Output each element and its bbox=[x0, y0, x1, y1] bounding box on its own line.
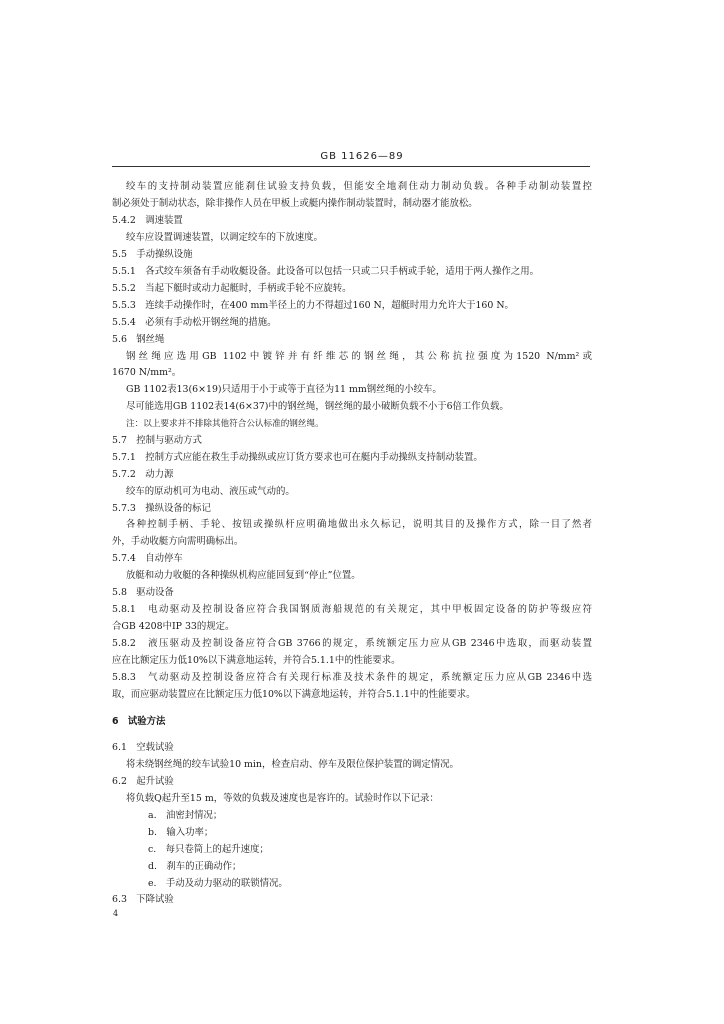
text-line: 绞车应设置调速装置，以调定绞车的下放速度。 bbox=[126, 232, 323, 243]
list-item: b. 输入功率； bbox=[148, 827, 214, 838]
text-line: 5.8.1 电动驱动及控制设备应符合我国钢质海船规范的有关规定，其中甲板固定设备的防护等级应符 bbox=[112, 604, 592, 615]
section-heading: 6.1 空载试验 bbox=[112, 742, 174, 753]
text-line: 各种控制手柄、手轮、按钮或操纵杆应明确地做出永久标记，说明其目的及操作方式，除一目了然者 bbox=[126, 519, 592, 530]
section-heading: 6.3 下降试验 bbox=[112, 894, 174, 905]
text-line: GB 1102表13(6×19)只适用于小于或等于直径为11 mm钢丝绳的小绞车。 bbox=[126, 384, 442, 395]
section-heading: 5.7.3 操纵设备的标记 bbox=[112, 503, 211, 514]
section-heading: 6.2 起升试验 bbox=[112, 776, 174, 787]
section-heading: 5.7.4 自动停车 bbox=[112, 553, 183, 564]
text-line: 将负载Q起升至15 m，等效的负载及速度也是容许的。试验时作以下记录： bbox=[126, 793, 439, 804]
page-header: GB 11626—89 bbox=[320, 151, 404, 162]
section-heading: 5.4.2 调速装置 bbox=[112, 215, 183, 226]
text-line: 5.5.1 各式绞车须备有手动收艇设备。此设备可以包括一只或二只手柄或手轮，适用于两人操作之用。 bbox=[112, 266, 539, 277]
text-line: 绞车的原动机可为电动、液压或气动的。 bbox=[126, 486, 295, 497]
list-item: c. 每只卷筒上的起升速度； bbox=[148, 844, 269, 855]
header-rule bbox=[112, 166, 590, 167]
note-line: 注：以上要求并不排除其他符合公认标准的钢丝绳。 bbox=[126, 419, 324, 429]
text-line: 5.8.3 气动驱动及控制设备应符合有关现行标准及技术条件的规定，系统额定压力应从GB 2346中选 bbox=[112, 672, 592, 683]
list-item: a. 油密封情况； bbox=[148, 810, 223, 821]
text-line: 5.7.1 控制方式应能在救生手动操纵或应订货方要求也可在艇内手动操纵支持制动装置。 bbox=[112, 452, 483, 463]
text-line: 应在比额定压力低10%以下满意地运转，并符合5.1.1中的性能要求。 bbox=[112, 655, 401, 666]
text-line: 取，而应驱动装置应在比额定压力低10%以下满意地运转，并符合5.1.1中的性能要求。 bbox=[112, 689, 476, 700]
section-heading: 5.5 手动操纵设施 bbox=[112, 249, 193, 260]
text-line: 5.5.4 必须有手动松开钢丝绳的措施。 bbox=[112, 317, 277, 328]
text-line: 5.8.2 液压驱动及控制设备应符合GB 3766的规定，系统额定压力应从GB 2346中选取，而驱动装置 bbox=[112, 638, 592, 649]
list-item: d. 刹车的正确动作； bbox=[148, 861, 242, 872]
text-line: 将未绕钢丝绳的绞车试验10 min，检查启动、停车及限位保护装置的调定情况。 bbox=[126, 759, 459, 770]
text-line: 制必须处于制动状态，除非操作人员在甲板上或艇内操作制动装置时，制动器才能放松。 bbox=[112, 198, 478, 209]
text-line: 5.5.3 连续手动操作时，在400 mm半径上的力不得超过160 N，超艇时用力允许大于160 N。 bbox=[112, 300, 514, 311]
text-line: 5.5.2 当起下艇时或动力起艇时，手柄或手轮不应旋转。 bbox=[112, 283, 352, 294]
section-heading: 5.7 控制与驱动方式 bbox=[112, 435, 202, 446]
section-heading: 5.6 钢丝绳 bbox=[112, 334, 165, 345]
text-line: 放艇和动力收艇的各种操纵机构应能回复到“停止”位置。 bbox=[126, 570, 361, 581]
text-line: 绞车的支持制动装置应能刹住试验支持负载，但能安全地刹住动力制动负载。各种手动制动装置控 bbox=[126, 181, 592, 192]
section-heading: 5.7.2 动力源 bbox=[112, 469, 174, 480]
text-line: 合GB 4208中IP 33的规定。 bbox=[112, 621, 235, 632]
chapter-heading: 6 试验方法 bbox=[112, 716, 166, 727]
text-line: 尽可能选用GB 1102表14(6×37)中的钢丝绳，钢丝绳的最小破断负载不小于6倍工作负载。 bbox=[126, 401, 509, 412]
text-line: 钢丝绳应选用GB 1102中镀锌并有纤维芯的钢丝绳，其公称抗拉强度为1520 N/mm²或 bbox=[126, 351, 592, 362]
text-line: 外，手动收艇方向需明确标出。 bbox=[112, 536, 244, 547]
page-number: 4 bbox=[113, 909, 119, 918]
list-item: e. 手动及动力驱动的联锁情况。 bbox=[148, 878, 288, 889]
text-line: 1670 N/mm²。 bbox=[112, 367, 182, 378]
section-heading: 5.8 驱动设备 bbox=[112, 587, 174, 598]
